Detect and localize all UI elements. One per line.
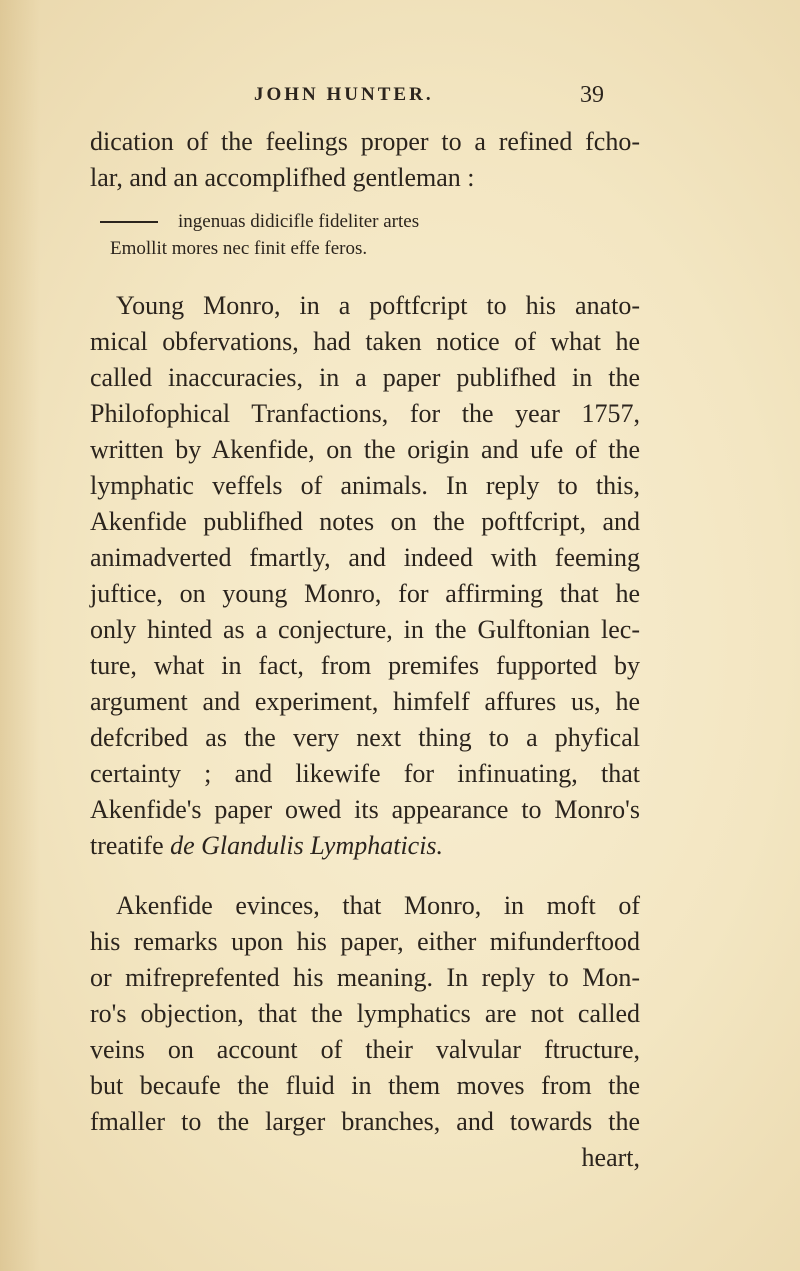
quote-line	[90, 208, 640, 235]
quote-text: ingenuas didicifle fideliter artes	[178, 211, 420, 232]
quote-dash	[100, 221, 158, 223]
text-line: Young Monro, in a poftfcript to his anato-	[116, 291, 640, 320]
text-line: certainty ; and likewife for infinuating, that	[90, 759, 640, 788]
page-number: 39	[580, 82, 604, 108]
text-line: Akenfide's paper owed its appearance to Monro's	[90, 795, 640, 824]
text-line: mical obfervations, had taken notice of what he	[90, 327, 640, 356]
text-line: animadverted fmartly, and indeed with feeming	[90, 543, 640, 572]
text-line: written by Akenfide, on the origin and ufe of the	[90, 435, 640, 464]
text-line: defcribed as the very next thing to a phyfical	[90, 723, 640, 752]
text-line: dication of the feelings proper to a refined fcho-	[90, 127, 640, 156]
text-line: ro's objection, that the lymphatics are not called	[90, 999, 640, 1028]
text-line: argument and experiment, himfelf affures us, he	[90, 687, 640, 716]
running-title: JOHN HUNTER.	[254, 84, 434, 105]
text-fragment: treatife	[90, 831, 171, 860]
text-line: fmaller to the larger branches, and towards the	[90, 1107, 640, 1136]
text-line: but becaufe the fluid in them moves from the	[90, 1071, 640, 1100]
text-line: juftice, on young Monro, for affirming that he	[90, 579, 640, 608]
text-line: Akenfide evinces, that Monro, in moft of	[116, 891, 640, 920]
text-line: his remarks upon his paper, either mifunderftood	[90, 927, 640, 956]
text-line: ture, what in fact, from premifes fupported by	[90, 651, 640, 680]
text-line: or mifreprefented his meaning. In reply to Mon-	[90, 963, 640, 992]
italic-title: de Glandulis Lymphaticis.	[170, 831, 444, 860]
text-line: lar, and an accomplifhed gentleman :	[90, 163, 475, 192]
text-line: only hinted as a conjecture, in the Gulftonian lec-	[90, 615, 640, 644]
page-edge-shadow	[0, 0, 40, 1271]
paragraph-monro-postscript	[90, 288, 640, 864]
latin-quotation	[90, 208, 640, 262]
text-line-last	[90, 828, 640, 864]
catchword: heart,	[581, 1143, 640, 1172]
paragraph-continued	[90, 124, 640, 196]
text-line: veins on account of their valvular ftructure,	[90, 1035, 640, 1064]
body-text	[90, 124, 640, 1200]
text-line: lymphatic veffels of animals. In reply to this,	[90, 471, 640, 500]
text-line: Akenfide publifhed notes on the poftfcript, and	[90, 507, 640, 536]
quote-line: Emollit mores nec finit effe feros.	[110, 238, 368, 259]
paragraph-akenside-reply	[90, 888, 640, 1176]
running-head	[0, 80, 800, 110]
text-line: called inaccuracies, in a paper publifhed in the	[90, 363, 640, 392]
text-line: Philofophical Tranfactions, for the year 1757,	[90, 399, 640, 428]
